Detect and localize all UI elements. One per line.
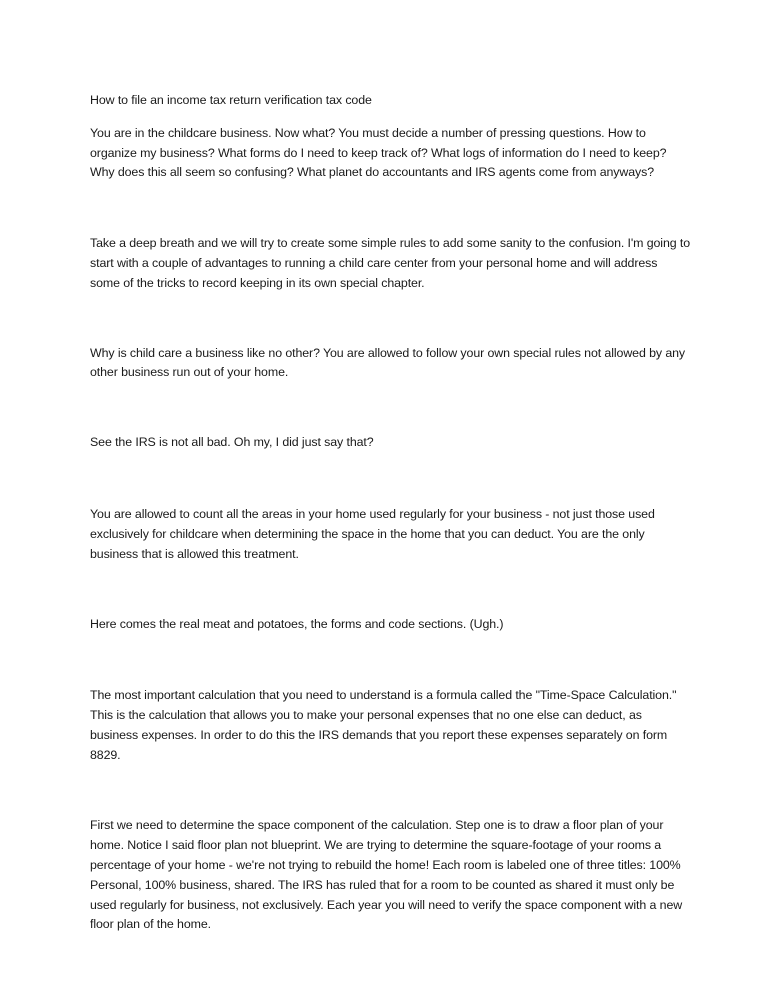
paragraph-business-like-no-other: Why is child care a business like no other? You are allowed to follow your own special rules not allowed by any other business run out of your home. xyxy=(90,345,686,380)
paragraph-deep-breath: Take a deep breath and we will try to create some simple rules to add some sanity to the confusion. I'm going to start with a couple of advantages to running a child care center from your personal home and will address some of the tricks to record keeping in its own special chapter. xyxy=(90,236,691,290)
paragraph-irs-not-bad: See the IRS is not all bad. Oh my, I did just say that? xyxy=(90,435,374,450)
paragraph-time-space-calculation: The most important calculation that you need to understand is a formula called the "Time-Space Calculation." This is the calculation that allows you to make your personal expenses that no one else can deduct, as business expenses. In order to do this the IRS demands that you report these expenses separately on form 8829. xyxy=(90,688,677,762)
paragraph-childcare-business: You are in the childcare business. Now what? You must decide a number of pressing questions. How to organize my business? What forms do I need to keep track of? What logs of information do I need to keep? Why does this all seem so confusing? What planet do accountants and IRS agents come from anyways? xyxy=(90,125,667,180)
document-body xyxy=(90,91,690,935)
paragraph-meat-and-potatoes: Here comes the real meat and potatoes, the forms and code sections. (Ugh.) xyxy=(90,617,504,632)
paragraph-count-all-areas: You are allowed to count all the areas in your home used regularly for your business - not just those used exclusively for childcare when determining the space in the home that you can deduct. You are the only business that is allowed this treatment. xyxy=(90,506,655,561)
paragraph-space-component: First we need to determine the space component of the calculation. Step one is to draw a floor plan of your home. Notice I said floor plan not blueprint. We are trying to determine the square-footage of your rooms a percentage of your home - we're not trying to rebuild the home! Each room is labeled one of three titles: 100% Personal, 100% business, shared. The IRS has ruled that for a room to be counted as shared it must only be used regularly for business, not exclusively. Each year you will need to verify the space component with a new floor plan of the home. xyxy=(90,818,683,932)
document-title: How to file an income tax return verification tax code xyxy=(90,93,372,107)
